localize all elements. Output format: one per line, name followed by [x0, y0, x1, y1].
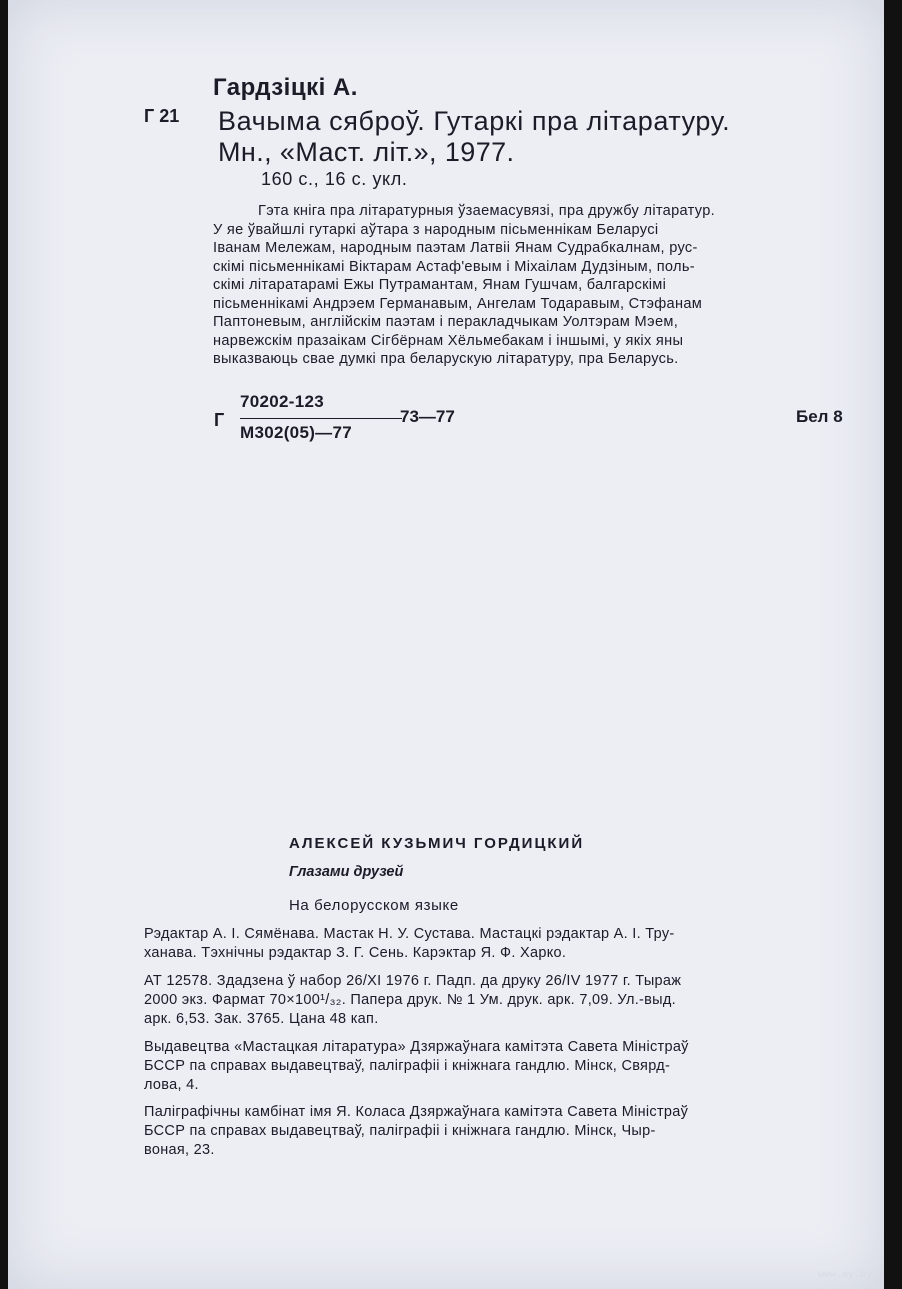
catalog-title: Вачыма сяброў. Гутаркі пра літаратуру.	[218, 106, 731, 136]
imprint-line: ханава. Тэхнічны рэдактар З. Г. Сень. Карэктар Я. Ф. Харко.	[144, 945, 567, 961]
imprint-editors	[144, 925, 856, 963]
annotation	[213, 202, 855, 369]
imprint-line: АТ 12578. Здадзена ў набор 26/XI 1976 г. Падп. да друку 26/IV 1977 г. Тыраж	[144, 973, 682, 989]
annotation-line: нарвежскім празаікам Сігбёрнам Хёльмебакам і іншымі, у якіх яны	[213, 332, 684, 349]
catalog-pages: 160 с., 16 с. укл.	[261, 169, 408, 189]
bel-code: Бел 8	[796, 407, 843, 426]
annotation-line: У яе ўвайшлі гутаркі аўтара з народным пісьменнікам Беларусі	[213, 221, 659, 238]
annotation-line: Паптоневым, англійскім паэтам і перакладчыкам Уолтэрам Мэем,	[213, 314, 679, 330]
index-letter: Г	[214, 410, 225, 430]
watermark: www.ay.by	[817, 1270, 872, 1281]
catalog-publisher: Мн., «Маст. літ.», 1977.	[218, 137, 515, 167]
russian-author: АЛЕКСЕЙ КУЗЬМИЧ ГОРДИЦКИЙ	[289, 835, 585, 852]
index-denominator: М302(05)—77	[240, 423, 352, 442]
annotation-line: скімі пісьменнікамі Віктарам Астаф'евым і Міхаілам Дудзіным, поль-	[213, 258, 695, 275]
book-page	[8, 0, 884, 1289]
imprint-line: арк. 6,53. Зак. 3765. Цана 48 кап.	[144, 1011, 379, 1027]
imprint-line: БССР па справах выдавецтваў, паліграфіі і кніжнага гандлю. Мінск, Чыр-	[144, 1123, 656, 1139]
imprint-line: 2000 экз. Фармат 70×100¹/₃₂. Папера друк. № 1 Ум. друк. арк. 7,09. Ул.-выд.	[144, 992, 676, 1008]
imprint-line: БССР па справах выдавецтваў, паліграфіі і кніжнага гандлю. Мінск, Свярд-	[144, 1058, 671, 1074]
imprint-line: Рэдактар А. І. Сямёнава. Мастак Н. У. Сустава. Мастацкі рэдактар А. І. Тру-	[144, 926, 675, 942]
imprint-line: Выдавецтва «Мастацкая літаратура» Дзяржаўнага камітэта Савета Міністраў	[144, 1039, 689, 1055]
imprint-line: Паліграфічны камбінат імя Я. Коласа Дзяржаўнага камітэта Савета Міністраў	[144, 1104, 689, 1120]
annotation-line: скімі літаратарамі Ежы Путрамантам, Янам Гушчам, балгарскімі	[213, 277, 667, 293]
index-numerator: 70202-123	[240, 392, 324, 411]
annotation-line: Гэта кніга пра літаратурныя ўзаемасувязі, пра дружбу літаратур.	[258, 203, 715, 219]
index-fraction-line	[240, 418, 402, 419]
imprint-line: лова, 4.	[144, 1077, 199, 1093]
russian-title: Глазами друзей	[289, 864, 404, 880]
imprint-publishing-house	[144, 1038, 856, 1095]
imprint-printing-house	[144, 1103, 856, 1160]
annotation-line: пісьменнікамі Андрэем Германавым, Ангелам Тодаравым, Стэфанам	[213, 295, 703, 312]
imprint-line: воная, 23.	[144, 1142, 215, 1158]
index-suffix: 73—77	[400, 407, 455, 426]
imprint-print-details	[144, 972, 856, 1029]
annotation-line: выказваюць свае думкі пра беларускую літаратуру, пра Беларусь.	[213, 351, 679, 367]
catalog-author: Гардзіцкі А.	[213, 74, 358, 101]
russian-language-note: На белорусском языке	[289, 897, 459, 914]
annotation-line: Іванам Мележам, народным паэтам Латвіі Янам Судрабкалнам, рус-	[213, 240, 698, 256]
catalog-class-code: Г 21	[144, 106, 180, 126]
